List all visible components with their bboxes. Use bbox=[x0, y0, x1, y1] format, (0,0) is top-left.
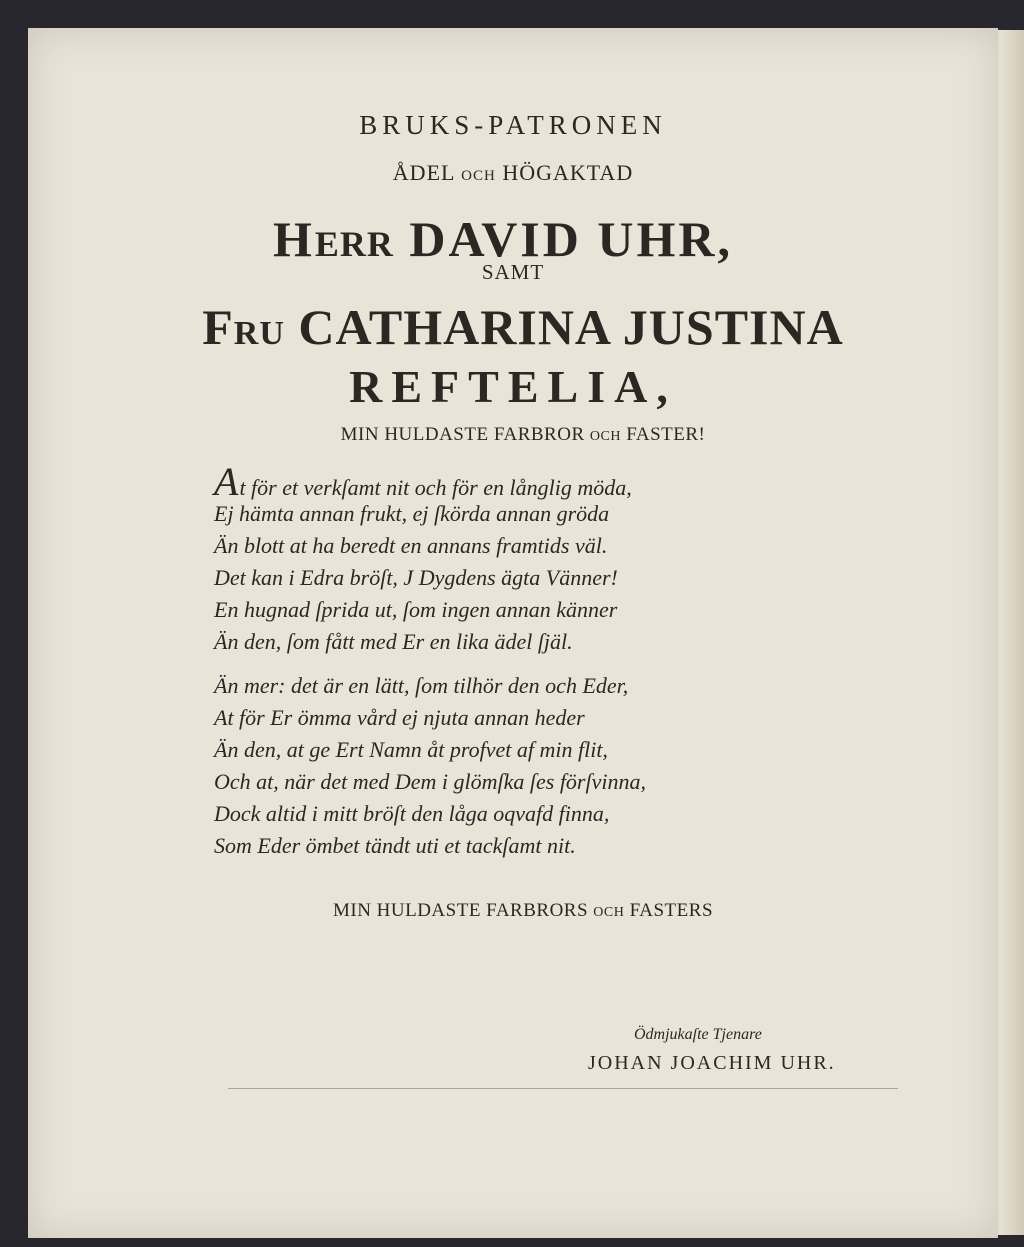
page-content bbox=[28, 28, 998, 1238]
heading-address bbox=[38, 424, 1008, 446]
herr-rest: ERR bbox=[314, 224, 394, 264]
fru-rest: RU bbox=[233, 315, 285, 352]
drop-cap: A bbox=[214, 459, 239, 504]
poem-stanza-2 bbox=[214, 670, 646, 862]
heading-adel-hogaktad bbox=[28, 160, 998, 186]
poem-line: Dock altid i mitt bröſt den låga oqvafd finna, bbox=[214, 801, 610, 826]
poem-line: Som Eder ömbet tändt uti et tackſamt nit. bbox=[214, 833, 576, 858]
closing-humble-servant: Ödmjukaſte Tjenare bbox=[634, 1026, 762, 1043]
fru-initial: F bbox=[202, 299, 234, 355]
heading-och: OCH bbox=[461, 168, 496, 184]
poem-line: Än mer: det är en lätt, ſom tilhör den och Eder, bbox=[214, 673, 629, 698]
heading-samt: SAMT bbox=[481, 260, 545, 284]
poem-line: Än blott at ha beredt en annans framtids väl. bbox=[214, 533, 608, 558]
heading-adel: ÅDEL bbox=[392, 160, 455, 185]
heading-fru-catharina bbox=[38, 298, 1008, 356]
heading-bruks-patronen: BRUKS-PATRONEN bbox=[359, 110, 667, 140]
address-och: OCH bbox=[589, 429, 621, 444]
closing-address bbox=[38, 900, 1008, 922]
closing-och: OCH bbox=[593, 905, 625, 920]
signature-name: JOHAN JOACHIM UHR. bbox=[588, 1052, 836, 1074]
poem-line: Det kan i Edra bröſt, J Dygdens ägta Vänner! bbox=[214, 565, 618, 590]
address-faster: FASTER! bbox=[626, 424, 706, 445]
bottom-rule bbox=[228, 1088, 898, 1089]
wife-name: CATHARINA JUSTINA bbox=[298, 299, 844, 355]
poem-line: Och at, när det med Dem i glömſka ſes förſvinna, bbox=[214, 769, 646, 794]
heading-hogaktad: HÖGAKTAD bbox=[502, 160, 634, 185]
poem-line: At för et verkſamt nit och för en långlig möda, bbox=[214, 459, 632, 504]
poem-line: Ej hämta annan frukt, ej ſkörda annan gröda bbox=[214, 501, 610, 526]
address-farbror: MIN HULDASTE FARBROR bbox=[340, 424, 585, 445]
heading-reftelia: REFTELIA, bbox=[349, 361, 677, 412]
poem-line: At för Er ömma vård ej njuta annan heder bbox=[214, 705, 585, 730]
poem-line: Än den, ſom fått med Er en lika ädel ſjäl. bbox=[214, 629, 573, 654]
poem-line: Än den, at ge Ert Namn åt profvet af min flit, bbox=[214, 737, 608, 762]
poem-line: En hugnad ſprida ut, ſom ingen annan känner bbox=[214, 597, 618, 622]
herr-initial: H bbox=[273, 211, 315, 267]
closing-fasters: FASTERS bbox=[629, 900, 714, 921]
closing-farbrors: MIN HULDASTE FARBRORS bbox=[332, 900, 589, 921]
husband-name: DAVID UHR, bbox=[409, 211, 733, 267]
poem-stanza-1 bbox=[214, 459, 632, 658]
